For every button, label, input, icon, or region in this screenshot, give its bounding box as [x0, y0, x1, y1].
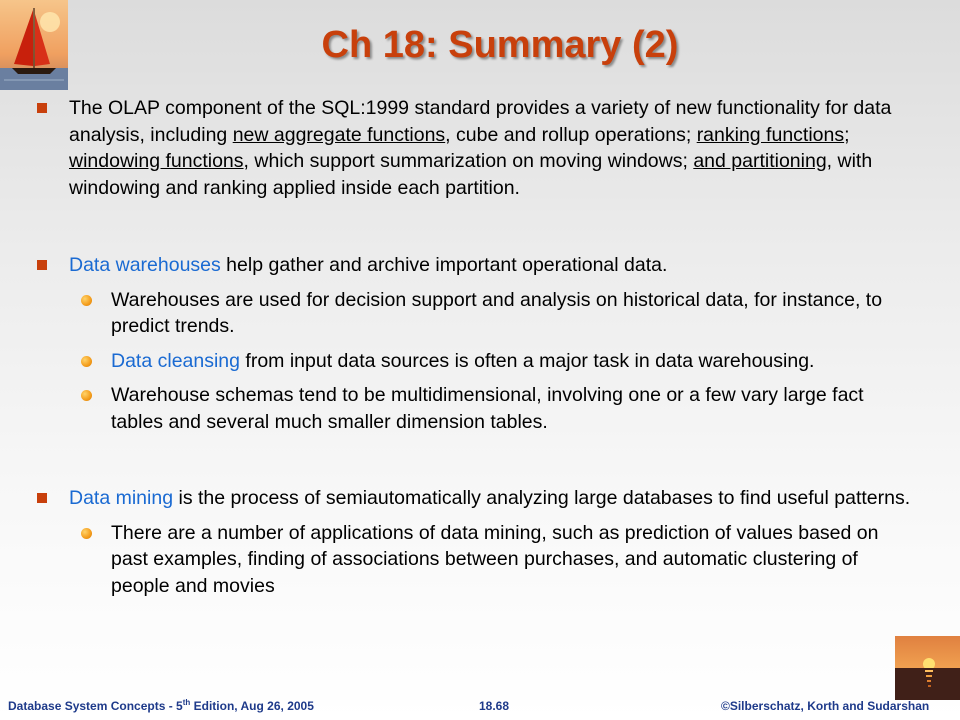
round-bullet-icon [81, 356, 92, 367]
term-data-warehouses: Data warehouses [69, 254, 221, 276]
sunset-logo-icon [895, 636, 960, 700]
sub-bullet-data-cleansing: Data cleansing from input data sources is often a major task in data warehousing. [35, 348, 920, 375]
square-bullet-icon [37, 493, 47, 503]
footer-copyright: ©Silberschatz, Korth and Sudarshan [721, 699, 930, 713]
term-data-mining: Data mining [69, 487, 174, 509]
sub-bullet-decision-support: Warehouses are used for decision support and analysis on historical data, for instance, to predict trends. [35, 287, 920, 340]
round-bullet-icon [81, 295, 92, 306]
square-bullet-icon [37, 103, 47, 113]
term-new-aggregate-functions: new aggregate functions [232, 123, 446, 146]
square-bullet-icon [37, 260, 47, 270]
term-ranking-functions: ranking functions [696, 123, 845, 146]
bullet-data-warehouses: Data warehouses help gather and archive important operational data. [35, 252, 920, 279]
footer-page-number: 18.68 [479, 699, 510, 713]
round-bullet-icon [81, 390, 92, 401]
sub-bullet-mining-applications: There are a number of applications of data mining, such as prediction of values based on past examples, finding of associations between purchases, and automatic clustering of people and movies [35, 520, 920, 600]
sub-bullet-warehouse-schemas: Warehouse schemas tend to be multidimensional, involving one or a few vary large fact tables and several much smaller dimension tables. [35, 382, 920, 435]
slide-body [35, 95, 920, 599]
slide-title: Ch 18: Summary (2) [321, 24, 679, 66]
term-data-cleansing: Data cleansing [111, 349, 240, 372]
term-windowing-functions: windowing functions [69, 150, 244, 172]
term-partitioning: and partitioning [693, 150, 827, 172]
bullet-data-mining: Data mining is the process of semiautomatically analyzing large databases to find useful patterns. [35, 485, 920, 512]
bullet-olap: The OLAP component of the SQL:1999 standard provides a variety of new functionality for data analysis, including new aggregate functions, cube and rollup operations; ranking functions; windowing functions, which support summarization on moving windows; and partitioning, with windowing and ranking applied inside each partition. [35, 95, 920, 201]
footer-book-title: Database System Concepts - 5th Edition, Aug 26, 2005 [8, 698, 314, 713]
round-bullet-icon [81, 528, 92, 539]
